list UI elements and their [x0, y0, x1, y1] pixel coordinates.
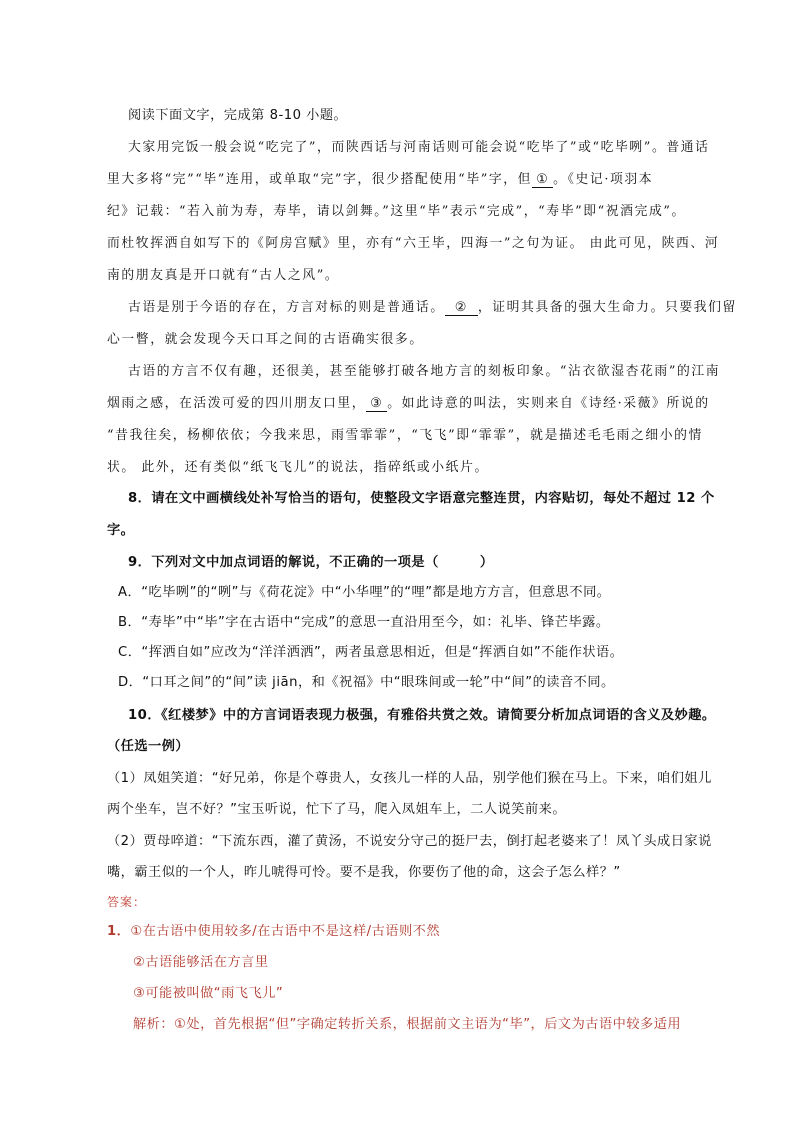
question-9-option-b: B．“寿毕”中“毕”字在古语中“完成”的意思一直沿用至今，如：礼毕、锋芒毕露。: [118, 615, 610, 630]
answer-item-1: [107, 920, 440, 939]
answer-label: 答案：: [107, 895, 147, 909]
passage-text: 。《史记·项羽本: [553, 172, 654, 187]
blank-2: ②: [445, 300, 478, 316]
question-9-stem: 9．下列对文中加点词语的解说，不正确的一项是（ ）: [128, 555, 494, 570]
question-9-option-d: D．“口耳之间”的“间”读 jiān，和《祝福》中“眼珠间或一轮”中“间”的读音不同。: [118, 675, 615, 690]
passage-p1-line1: 大家用完饭一般会说“吃完了”，而陕西话与河南话则可能会说“吃毕了”或“吃毕咧”。普通话: [128, 140, 710, 155]
answer-analysis: 解析：①处，首先根据“但”字确定转折关系，根据前文主语为“毕”，后文为古语中较多适用: [133, 1017, 682, 1032]
passage-p3-line3: “昔我往矣，杨柳依依；今我来思，雨雪霏霏”，“飞飞”即“霏霏”，就是描述毛毛雨之细小的情: [107, 428, 703, 443]
passage-p1-line4: 而杜牧挥洒自如写下的《阿房宫赋》里，亦有“六王毕，四海一”之句为证。 由此可见，陕西、河: [107, 236, 720, 251]
passage-p1-line3: 纪》记载：“若入前为寿，寿毕，请以剑舞。”这里“毕”表示“完成”，“寿毕”即“祝酒完成”。: [107, 204, 686, 219]
passage-p3-line2: [107, 392, 710, 412]
question-9-option-a: A．“吃毕咧”的“咧”与《荷花淀》中“小华哩”的“哩”都是地方方言，但意思不同。: [118, 585, 611, 600]
blank-3: ③: [366, 396, 387, 412]
passage-p3-line4: 状。 此外，还有类似“纸飞飞儿”的说法，指碎纸或小纸片。: [107, 460, 489, 475]
answer-item-2: ②古语能够活在方言里: [133, 955, 269, 970]
passage-p2-line1: [128, 296, 737, 316]
question-9-option-c: C．“挥洒自如”应改为“洋洋洒洒”，两者虽意思相近，但是“挥洒自如”不能作状语。: [118, 645, 624, 660]
question-10-example1-line2: 两个坐车，岂不好？”宝玉听说，忙下了马，爬入凤姐车上，二人说笑前来。: [107, 802, 567, 817]
answer-item-3: ③可能被叫做“雨飞飞儿”: [133, 986, 284, 1001]
passage-text: 烟雨之感，在活泼可爱的四川朋友口里，: [107, 396, 367, 411]
intro-text: 阅读下面文字，完成第 8-10 小题。: [128, 108, 348, 123]
passage-text: 里大多将“完”“毕”连用，或单取“完”字，很少搭配使用“毕”字，但: [107, 172, 533, 187]
passage-p3-line1: 古语的方言不仅有趣，还很美，甚至能够打破各地方言的刻板印象。“沾衣欲湿杏花雨”的江南: [128, 364, 721, 379]
passage-text: 。如此诗意的叫法，实则来自《诗经·采薇》所说的: [387, 396, 710, 411]
passage-p1-line2: [107, 168, 653, 188]
question-10-example2-line1: （2）贾母啐道：“下流东西，灌了黄汤，不说安分守己的挺尸去，倒打起老婆来了！凤丫头成日家说: [107, 834, 712, 849]
question-10-line1: 10．《红楼梦》中的方言词语表现力极强，有雅俗共赏之效。请简要分析加点词语的含义及妙趣。: [128, 708, 716, 723]
question-10-example1-line1: （1）凤姐笑道：“好兄弟，你是个尊贵人，女孩儿一样的人品，别学他们猴在马上。下来，咱们姐儿: [107, 771, 712, 786]
answer-number: 1．: [107, 924, 131, 939]
blank-1: ①: [532, 172, 553, 188]
passage-p2-line2: 心一瞥，就会发现今天口耳之间的古语确实很多。: [107, 332, 424, 347]
question-8-line1: 8．请在文中画横线处补写恰当的语句，使整段文字语意完整连贯，内容贴切，每处不超过 12 个: [128, 491, 715, 506]
passage-text: 古语是別于今语的存在，方言对标的则是普通话。: [128, 300, 445, 315]
passage-p1-line5: 南的朋友真是开口就有“古人之风”。: [107, 268, 340, 283]
question-10-line2: （任选一例）: [107, 739, 190, 754]
question-8-line2: 字。: [107, 523, 135, 538]
question-10-example2-line2: 嘴，霸王似的一个人，昨儿唬得可怜。要不是我，你要伤了他的命，这会子怎么样？”: [107, 865, 621, 880]
answer-text: ①在古语中使用较多/在古语中不是这样/古语则不然: [130, 924, 441, 939]
passage-text: ，证明其具备的强大生命力。只要我们留: [477, 300, 737, 315]
